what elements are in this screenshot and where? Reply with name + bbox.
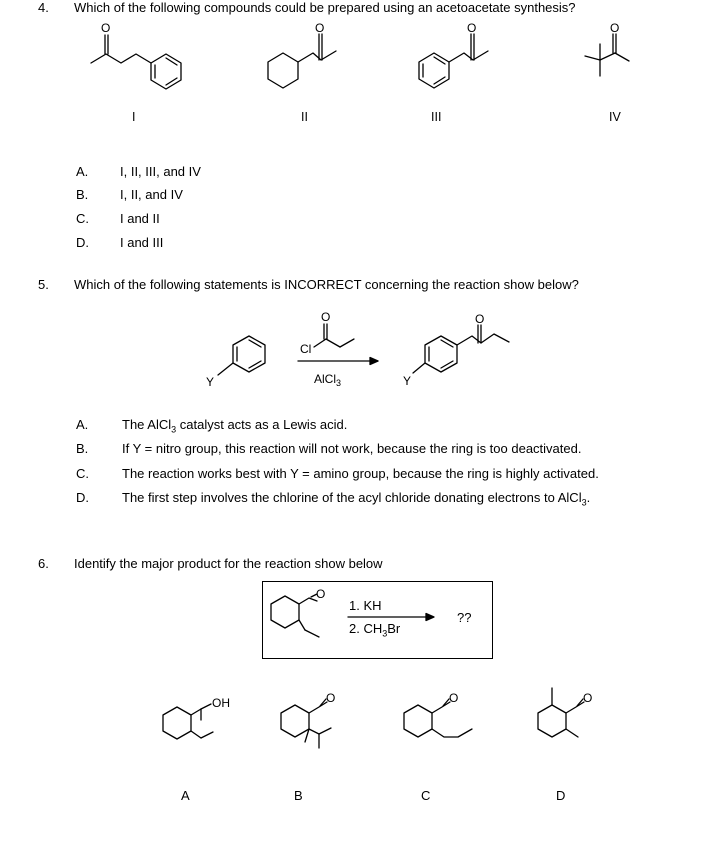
q6-d-oxygen: O xyxy=(583,691,593,705)
q6-answer-b-label: B xyxy=(294,788,303,803)
q4-choice-c-text: I and II xyxy=(120,211,160,226)
q5-choice-b-text: If Y = nitro group, this reaction will not work, because the ring is too deactivated. xyxy=(122,441,582,456)
q6-answer-d-label: D xyxy=(556,788,566,803)
q5-alcl: AlCl xyxy=(314,372,337,386)
q6-answer-d-structure xyxy=(532,680,612,760)
q5-reaction-arrow-reagents xyxy=(292,305,392,390)
q5-number: 5. xyxy=(38,277,49,292)
q4-label-ii: II xyxy=(301,110,308,124)
q5-substituted-benzene xyxy=(200,325,280,395)
q6-question: Identify the major product for the reaction show below xyxy=(74,556,383,571)
q4-compound-iii xyxy=(413,20,513,100)
q4-compound-i xyxy=(85,20,205,100)
q4-compound-ii xyxy=(262,20,352,100)
q6-reactant-oxygen: O xyxy=(316,587,326,601)
q4-ii-oxygen: O xyxy=(315,21,325,35)
q5-choice-a-letter: A. xyxy=(76,417,89,432)
q5-choice-b-letter: B. xyxy=(76,441,89,456)
q4-choice-d-letter: D. xyxy=(76,235,89,250)
q5-choice-c-text: The reaction works best with Y = amino group, because the ring is highly activated. xyxy=(122,466,599,481)
q6-oh: OH xyxy=(212,696,230,710)
q6-c-oxygen: O xyxy=(449,691,459,705)
q5-alcl-sub: 3 xyxy=(336,378,342,388)
q4-choice-b-letter: B. xyxy=(76,187,89,202)
q6-number: 6. xyxy=(38,556,49,571)
q6-answer-a-structure xyxy=(157,690,247,760)
q4-iii-oxygen: O xyxy=(467,21,477,35)
q5-choice-d-letter: D. xyxy=(76,490,89,505)
q4-label-iii: III xyxy=(431,110,442,124)
q4-iv-oxygen: O xyxy=(610,21,620,35)
q6-b-oxygen: O xyxy=(326,691,336,705)
q6-answer-c-structure xyxy=(398,688,488,758)
q5-product-oxygen: O xyxy=(475,312,485,326)
q4-choice-a-text: I, II, III, and IV xyxy=(120,164,201,179)
q4-choice-a-letter: A. xyxy=(76,164,89,179)
q5-y-right: Y xyxy=(403,374,412,388)
q6-reactant xyxy=(265,585,340,653)
q5-choice-d-text: The first step involves the chlorine of the acyl chloride donating electrons to AlCl$_3$. xyxy=(122,490,591,508)
q4-choice-c-letter: C. xyxy=(76,211,89,226)
q4-choice-b-text: I, II, and IV xyxy=(120,187,183,202)
q5-choice-a-text: The AlCl$_3$ catalyst acts as a Lewis acid. xyxy=(122,417,348,435)
svg-text:AlCl3 xyxy=(314,372,341,388)
q4-label-iv: IV xyxy=(609,110,621,124)
q4-compound-iv xyxy=(573,20,653,100)
q6-answer-a-label: A xyxy=(181,788,190,803)
q5-choice-c-letter: C. xyxy=(76,466,89,481)
q5-cl: Cl xyxy=(300,342,312,356)
q5-question: Which of the following statements is INCORRECT concerning the reaction show below? xyxy=(74,277,579,292)
q4-question: Which of the following compounds could be prepared using an acetoacetate synthesis? xyxy=(74,0,576,15)
q5-y-left: Y xyxy=(206,375,215,389)
q6-answer-b-structure xyxy=(275,688,355,766)
q6-product-unknown: ?? xyxy=(457,610,472,625)
q6-answer-c-label: C xyxy=(421,788,431,803)
q4-label-i: I xyxy=(132,110,136,124)
q6-step2: 2. $CH_3Br$ xyxy=(349,621,401,639)
q4-choice-d-text: I and III xyxy=(120,235,164,250)
q4-number: 4. xyxy=(38,0,49,15)
q6-step1: 1. KH xyxy=(349,598,382,613)
q5-reagent-oxygen: O xyxy=(321,310,331,324)
q4-i-oxygen: O xyxy=(101,21,111,35)
q5-product xyxy=(395,310,525,395)
